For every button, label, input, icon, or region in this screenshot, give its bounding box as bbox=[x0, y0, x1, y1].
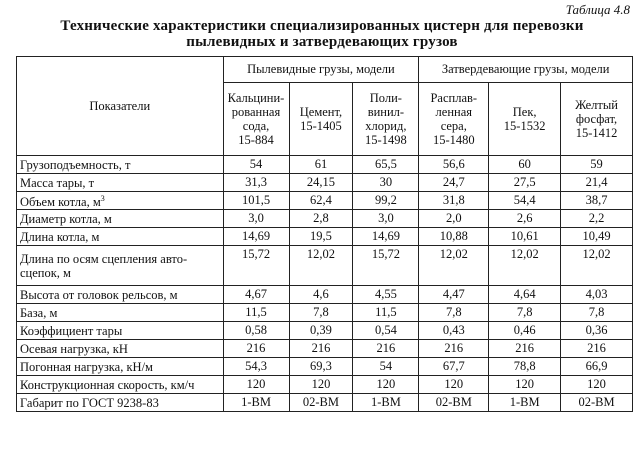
table-cell: 0,43 bbox=[419, 322, 489, 340]
row-label bbox=[17, 210, 224, 228]
row-label-text: Осевая нагрузка, кН bbox=[20, 341, 128, 356]
table-row bbox=[17, 246, 633, 286]
table-title bbox=[0, 18, 644, 50]
row-label bbox=[17, 322, 224, 340]
table-cell: 3,0 bbox=[223, 210, 289, 228]
row-label-text: Диаметр котла, м bbox=[20, 211, 112, 226]
row-label-text: База, м bbox=[20, 305, 58, 320]
row-label bbox=[17, 304, 224, 322]
table-cell: 10,49 bbox=[561, 228, 633, 246]
column-header: Пек, 15-1532 bbox=[489, 83, 561, 156]
table-cell: 10,61 bbox=[489, 228, 561, 246]
row-label bbox=[17, 358, 224, 376]
table-cell: 1-ВМ bbox=[223, 394, 289, 412]
table-cell: 0,54 bbox=[353, 322, 419, 340]
row-label-text: Длина по осям сцепления авто- bbox=[20, 251, 188, 266]
table-row bbox=[17, 322, 633, 340]
table-cell: 14,69 bbox=[223, 228, 289, 246]
table-row bbox=[17, 394, 633, 412]
table-number-label: Таблица 4.8 bbox=[565, 2, 630, 17]
table-cell: 4,67 bbox=[223, 286, 289, 304]
row-label-text: Длина котла, м bbox=[20, 229, 100, 244]
table-cell: 02-ВМ bbox=[419, 394, 489, 412]
table-cell: 54,4 bbox=[489, 192, 561, 210]
table-cell: 101,5 bbox=[223, 192, 289, 210]
table-cell: 12,02 bbox=[419, 246, 489, 286]
table-cell: 12,02 bbox=[489, 246, 561, 286]
row-label bbox=[17, 192, 224, 210]
table-cell: 1-ВМ bbox=[489, 394, 561, 412]
table-cell: 3,0 bbox=[353, 210, 419, 228]
table-cell: 62,4 bbox=[289, 192, 353, 210]
table-cell: 0,36 bbox=[561, 322, 633, 340]
table-row bbox=[17, 228, 633, 246]
table-row bbox=[17, 304, 633, 322]
table-cell: 120 bbox=[223, 376, 289, 394]
table-cell: 216 bbox=[561, 340, 633, 358]
table-cell: 02-ВМ bbox=[289, 394, 353, 412]
table-cell: 56,6 bbox=[419, 156, 489, 174]
table-cell: 14,69 bbox=[353, 228, 419, 246]
table-cell: 1-ВМ bbox=[353, 394, 419, 412]
row-label bbox=[17, 286, 224, 304]
table-cell: 54,3 bbox=[223, 358, 289, 376]
table-row bbox=[17, 174, 633, 192]
table-body bbox=[17, 156, 633, 412]
table-cell: 2,6 bbox=[489, 210, 561, 228]
column-header: Кальцини- рованная сода, 15-884 bbox=[223, 83, 289, 156]
specs-table bbox=[16, 56, 633, 412]
table-cell: 7,8 bbox=[289, 304, 353, 322]
table-row bbox=[17, 156, 633, 174]
row-label-text: Погонная нагрузка, кН/м bbox=[20, 359, 153, 374]
table-cell: 59 bbox=[561, 156, 633, 174]
table-cell: 4,47 bbox=[419, 286, 489, 304]
row-label-text: Высота от головок рельсов, м bbox=[20, 287, 178, 302]
table-cell: 61 bbox=[289, 156, 353, 174]
column-header: Поли- винил- хлорид, 15-1498 bbox=[353, 83, 419, 156]
table-cell: 216 bbox=[419, 340, 489, 358]
table-cell: 11,5 bbox=[353, 304, 419, 322]
table-cell: 0,46 bbox=[489, 322, 561, 340]
group-header-dust: Пылевидные грузы, модели bbox=[223, 57, 419, 83]
row-label bbox=[17, 228, 224, 246]
table-cell: 216 bbox=[489, 340, 561, 358]
row-label-text: Масса тары, т bbox=[20, 175, 95, 190]
table-cell: 67,7 bbox=[419, 358, 489, 376]
row-label-text: Конструкционная скорость, км/ч bbox=[20, 377, 195, 392]
table-cell: 69,3 bbox=[289, 358, 353, 376]
table-cell: 27,5 bbox=[489, 174, 561, 192]
table-row bbox=[17, 210, 633, 228]
table-cell: 120 bbox=[289, 376, 353, 394]
table-cell: 216 bbox=[353, 340, 419, 358]
table-cell: 7,8 bbox=[561, 304, 633, 322]
table-header bbox=[17, 57, 633, 156]
table-cell: 15,72 bbox=[223, 246, 289, 286]
table-cell: 7,8 bbox=[489, 304, 561, 322]
row-label bbox=[17, 174, 224, 192]
table-cell: 2,0 bbox=[419, 210, 489, 228]
table-row bbox=[17, 286, 633, 304]
param-column-header: Показатели bbox=[17, 57, 224, 156]
row-label bbox=[17, 156, 224, 174]
row-label bbox=[17, 246, 224, 286]
table-cell: 99,2 bbox=[353, 192, 419, 210]
row-label bbox=[17, 394, 224, 412]
table-row bbox=[17, 358, 633, 376]
table-cell: 120 bbox=[353, 376, 419, 394]
table-cell: 4,55 bbox=[353, 286, 419, 304]
table-cell: 7,8 bbox=[419, 304, 489, 322]
row-label-text: Габарит по ГОСТ 9238-83 bbox=[20, 395, 159, 410]
table-cell: 24,15 bbox=[289, 174, 353, 192]
row-label bbox=[17, 376, 224, 394]
table-cell: 66,9 bbox=[561, 358, 633, 376]
table-cell: 31,8 bbox=[419, 192, 489, 210]
table-cell: 10,88 bbox=[419, 228, 489, 246]
row-label bbox=[17, 340, 224, 358]
group-header-hardening: Затвердевающие грузы, модели bbox=[419, 57, 633, 83]
table-cell: 4,6 bbox=[289, 286, 353, 304]
table-cell: 120 bbox=[419, 376, 489, 394]
row-label-text: Грузоподъемность, т bbox=[20, 157, 131, 172]
table-cell: 216 bbox=[289, 340, 353, 358]
table-cell: 2,2 bbox=[561, 210, 633, 228]
column-header: Желтый фосфат, 15-1412 bbox=[561, 83, 633, 156]
table-cell: 0,58 bbox=[223, 322, 289, 340]
table-cell: 02-ВМ bbox=[561, 394, 633, 412]
table-cell: 120 bbox=[489, 376, 561, 394]
table-cell: 31,3 bbox=[223, 174, 289, 192]
table-cell: 54 bbox=[223, 156, 289, 174]
table-cell: 11,5 bbox=[223, 304, 289, 322]
column-header: Цемент, 15-1405 bbox=[289, 83, 353, 156]
table-cell: 0,39 bbox=[289, 322, 353, 340]
table-cell: 21,4 bbox=[561, 174, 633, 192]
table-cell: 12,02 bbox=[289, 246, 353, 286]
table-cell: 216 bbox=[223, 340, 289, 358]
table-cell: 60 bbox=[489, 156, 561, 174]
table-cell: 120 bbox=[561, 376, 633, 394]
row-label-text: Коэффициент тары bbox=[20, 323, 123, 338]
title-line-1: Технические характеристики специализированных цистерн для перевозки bbox=[60, 18, 584, 34]
table-cell: 4,64 bbox=[489, 286, 561, 304]
row-label-text: Объем котла, м bbox=[20, 195, 101, 210]
table-cell: 4,03 bbox=[561, 286, 633, 304]
table-cell: 78,8 bbox=[489, 358, 561, 376]
table-cell: 15,72 bbox=[353, 246, 419, 286]
table-row bbox=[17, 376, 633, 394]
title-line-2: пылевидных и затвердевающих грузов bbox=[186, 34, 458, 50]
row-label-text: сцепок, м bbox=[20, 265, 71, 280]
table-cell: 2,8 bbox=[289, 210, 353, 228]
table-cell: 12,02 bbox=[561, 246, 633, 286]
table-cell: 54 bbox=[353, 358, 419, 376]
table-cell: 30 bbox=[353, 174, 419, 192]
table-cell: 19,5 bbox=[289, 228, 353, 246]
table-cell: 24,7 bbox=[419, 174, 489, 192]
column-header: Расплав- ленная сера, 15-1480 bbox=[419, 83, 489, 156]
unit-superscript: 3 bbox=[100, 194, 105, 203]
table-cell: 65,5 bbox=[353, 156, 419, 174]
table-row bbox=[17, 192, 633, 210]
table-row bbox=[17, 340, 633, 358]
table-cell: 38,7 bbox=[561, 192, 633, 210]
